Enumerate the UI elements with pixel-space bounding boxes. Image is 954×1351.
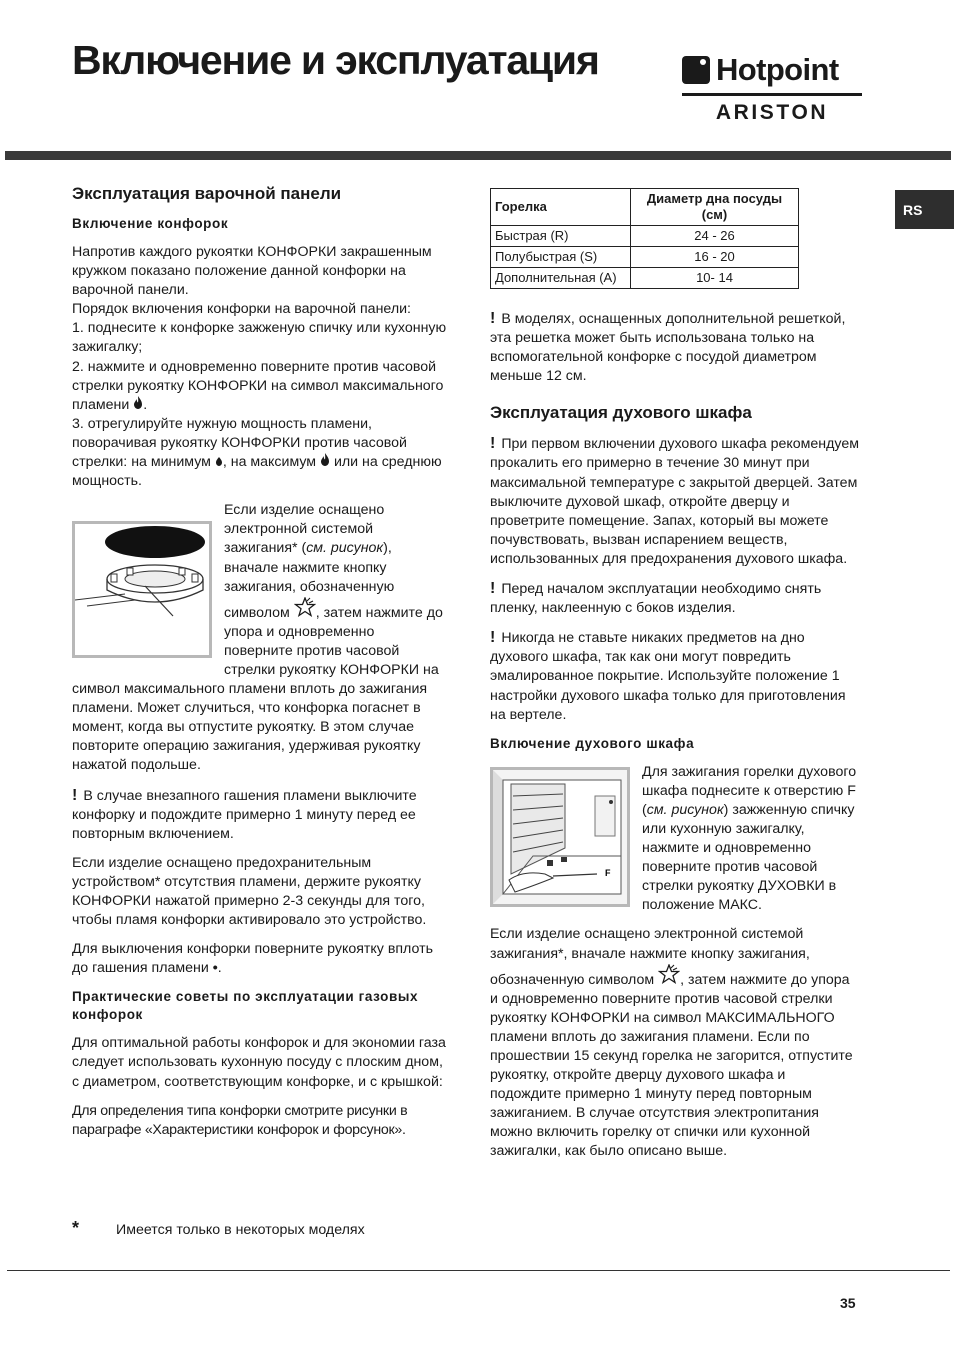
logo-rule xyxy=(682,93,862,96)
table-header: Диаметр дна посуды (см) xyxy=(631,189,799,226)
paragraph-oven-light: F Для зажигания горелки духового шкафа поднесите к отверстию F (см. рисунок) зажженную спичку или кухонную зажигалку, нажмите и одновременно поверните против часовой стрелки рукоятку ДУХОВКИ в положение МАКС. xyxy=(490,763,860,916)
paragraph-ignition: Если изделие оснащено электронной системой зажигания* (см. рисунок), вначале нажмите кнопку зажигания, обозначенную символом , затем нажмите до упора и одновременно поверните против часовой стрелки рукоятку КОНФОРКИ на символ максимального пламени вплоть до зажигания пламени. Может случиться, что конфорка погаснет в момент, когда вы отпустите рукоятку. В этом случае повторите операцию зажигания, удерживая рукоятку нажатой подольше. xyxy=(72,502,443,774)
section-heading-hob: Эксплуатация варочной панели xyxy=(72,184,342,203)
figure-label-f: F xyxy=(605,867,611,878)
logo-brand: Hotpoint xyxy=(716,52,839,87)
right-column xyxy=(490,188,860,1172)
logo-square-icon xyxy=(682,56,710,84)
burner-figure xyxy=(72,521,212,658)
subheading-tips: Практические советы по эксплуатации газовых конфорок xyxy=(72,989,419,1023)
warning-grid: ! В моделях, оснащенных дополнительной решеткой, эта решетка может быть использована только на вспомогательной конфорке с посудой диаметром меньше 12 см. xyxy=(490,310,846,385)
subheading-burner-on: Включение конфорок xyxy=(72,216,229,231)
paragraph: Напротив каждого рукоятки КОНФОРКИ закрашенным кружком показано положение данной конфорки на варочной панели. Порядок включения конфорки на варочной панели: 1. поднесите к конфорке зажженую спичку или кухонную зажигалку; 2. нажмите и одновременно поверните против часовой стрелки рукоятку КОНФОРКИ на символ максимального пламени . 3. отрегулируйте нужную мощность пламени, поворачивая рукоятку КОНФОРКИ против часовой стрелки: на минимум , на максимум или на среднюю мощность. xyxy=(72,244,447,490)
footnote-mark: * xyxy=(72,1218,80,1238)
dot-off-icon: • xyxy=(212,960,218,977)
warning-film: ! Перед началом эксплуатации необходимо снять пленку, наклеенную с боков изделия. xyxy=(490,580,822,617)
table-row: Полубыстрая (S) 16 - 20 xyxy=(491,247,799,268)
brand-logo xyxy=(682,54,864,134)
table-row: Дополнительная (A) 10- 14 xyxy=(491,268,799,289)
page-number: 35 xyxy=(840,1295,856,1311)
section-heading-oven: Эксплуатация духового шкафа xyxy=(490,403,752,423)
flame-max-icon xyxy=(133,396,143,409)
ignition-star-icon xyxy=(294,597,316,617)
footnote: * Имеется только в некоторых моделях xyxy=(72,1218,365,1238)
paragraph-cookware: Для оптимальной работы конфорок и для экономии газа следует использовать кухонную посуду с плоским дном, с диаметром, соответствующим конфорке, и с крышкой: xyxy=(72,1035,446,1090)
burner-table xyxy=(490,188,799,289)
logo-sub-brand: ARISTON xyxy=(715,101,829,124)
language-tab: RS xyxy=(895,190,954,229)
paragraph-oven-ignition: Если изделие оснащено электронной системой зажигания*, вначале нажмите кнопку зажигания, обозначенную символом , затем нажмите до упора и одновременно поверните против часовой стрелки рукоятку КОНФОРКИ на символ МАКСИМАЛЬНОГО пламени вплоть до зажигания пламени. Если по прошествии 15 секунд горелка не загорится, отпустите рукоятку, откройте дверцу духового шкафа и подождите примерно 1 минуту перед повторным зажиганием. В случае отсутствия электропитания можно включить горелку от спички или кухонной зажигалки, как было описано выше. xyxy=(490,926,853,1160)
subheading-oven-on: Включение духового шкафа xyxy=(490,735,695,751)
oven-figure xyxy=(490,767,630,907)
left-column xyxy=(72,183,447,1150)
paragraph-safety: Если изделие оснащено предохранительным устройством* отсутствия пламени, держите рукоятку КОНФОРКИ нажатой примерно 2-3 секунды для того, чтобы пламя конфорки активировало это устройство. xyxy=(72,854,427,929)
paragraph-see-figures: Для определения типа конфорки смотрите рисунки в параграфе «Характеристики конфорок и форсунок». xyxy=(72,1102,408,1138)
table-header: Горелка xyxy=(491,189,631,226)
flame-min-icon xyxy=(215,456,223,466)
ignition-star-icon xyxy=(658,964,680,984)
header-bar xyxy=(5,151,951,160)
warning-relight: ! В случае внезапного гашения пламени выключите конфорку и подождите примерно 1 минуту перед ее повторным включением. xyxy=(72,786,417,842)
footer-rule xyxy=(7,1270,950,1271)
flame-max-icon xyxy=(320,453,330,466)
page-title: Включение и эксплуатация xyxy=(72,37,599,83)
warning-bottom: ! Никогда не ставьте никаких предметов на дно духового шкафа, так как они могут повредить эмалированное покрытие. Используйте положение 1 настройки духового шкафа только для приготовления на вертеле. xyxy=(490,629,846,723)
paragraph-off: Для выключения конфорки поверните рукоятку вплоть до гашения пламени •. xyxy=(72,941,433,977)
table-row: Быстрая (R) 24 - 26 xyxy=(491,226,799,247)
warning-first-use: ! При первом включении духового шкафа рекомендуем прокалить его примерно в течение 30 минут при максимальной температуре с закрытой дверцей. Затем выключите духовой шкаф, откройте дверцу и проветрите помещение. Запах, который вы можете почувствовать, вызван испарением веществ, использованных для предохранения духового шкафа. xyxy=(490,435,859,567)
